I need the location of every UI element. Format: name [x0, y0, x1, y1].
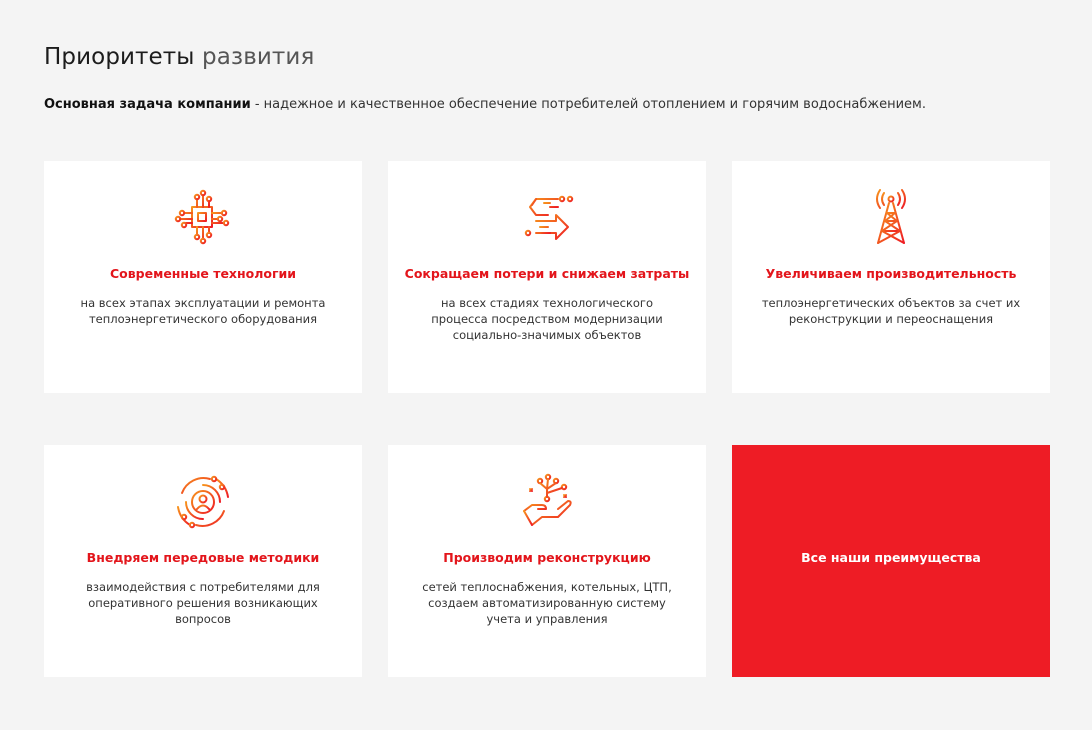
- page-title: [44, 44, 314, 70]
- all-advantages-label: Все наши преимущества: [801, 550, 981, 565]
- card-description: [72, 579, 334, 627]
- user-network-icon: [170, 469, 236, 535]
- lead-text: [44, 97, 926, 112]
- card-description-line: взаимодействия с потребителями для: [86, 580, 320, 594]
- card-description-line: оперативного решения возникающих: [88, 596, 318, 610]
- priority-card-costs: [388, 161, 706, 393]
- card-description-line: на всех стадиях технологического: [440, 296, 654, 310]
- card-description-line: сетей теплоснабжения, котельных, ЦТП,: [422, 580, 672, 594]
- card-title: Современные технологии: [110, 266, 296, 281]
- card-description-line: теплоэнергетического оборудования: [88, 312, 318, 326]
- priority-card-productivity: [732, 161, 1050, 393]
- lead-bold: Основная задача компании: [44, 97, 251, 112]
- card-description: [416, 295, 678, 343]
- radio-tower-icon: [858, 185, 924, 251]
- card-description-line: социально-значимых объектов: [452, 328, 642, 342]
- card-description-line: на всех этапах эксплуатации и ремонта: [80, 296, 326, 310]
- hand-network-icon: [514, 469, 580, 535]
- page-title-part2: развития: [202, 44, 315, 70]
- card-description-line: вопросов: [175, 612, 231, 626]
- page-title-part1: Приоритеты: [44, 44, 195, 70]
- card-description: [416, 579, 678, 627]
- card-description: [72, 295, 334, 327]
- card-description-line: реконструкции и переоснащения: [788, 312, 994, 326]
- arrows-exchange-icon: [514, 185, 580, 251]
- card-title: Сокращаем потери и снижаем затраты: [404, 266, 690, 281]
- chip-icon: [170, 185, 236, 251]
- lead-rest: - надежное и качественное обеспечение потребителей отоплением и горячим водоснабжением.: [250, 97, 926, 112]
- priority-card-technologies: [44, 161, 362, 393]
- card-description-line: создаем автоматизированную систему: [428, 596, 666, 610]
- all-advantages-button[interactable]: [732, 445, 1050, 677]
- card-description-line: учета и управления: [486, 612, 608, 626]
- priority-card-methods: [44, 445, 362, 677]
- card-description-line: процесса посредством модернизации: [431, 312, 663, 326]
- card-title: Производим реконструкцию: [443, 550, 651, 565]
- priority-card-reconstruction: [388, 445, 706, 677]
- card-description: [760, 295, 1022, 327]
- card-title: Увеличиваем производительность: [765, 266, 1017, 281]
- card-description-line: теплоэнергетических объектов за счет их: [761, 296, 1021, 310]
- card-title: Внедряем передовые методики: [86, 550, 320, 565]
